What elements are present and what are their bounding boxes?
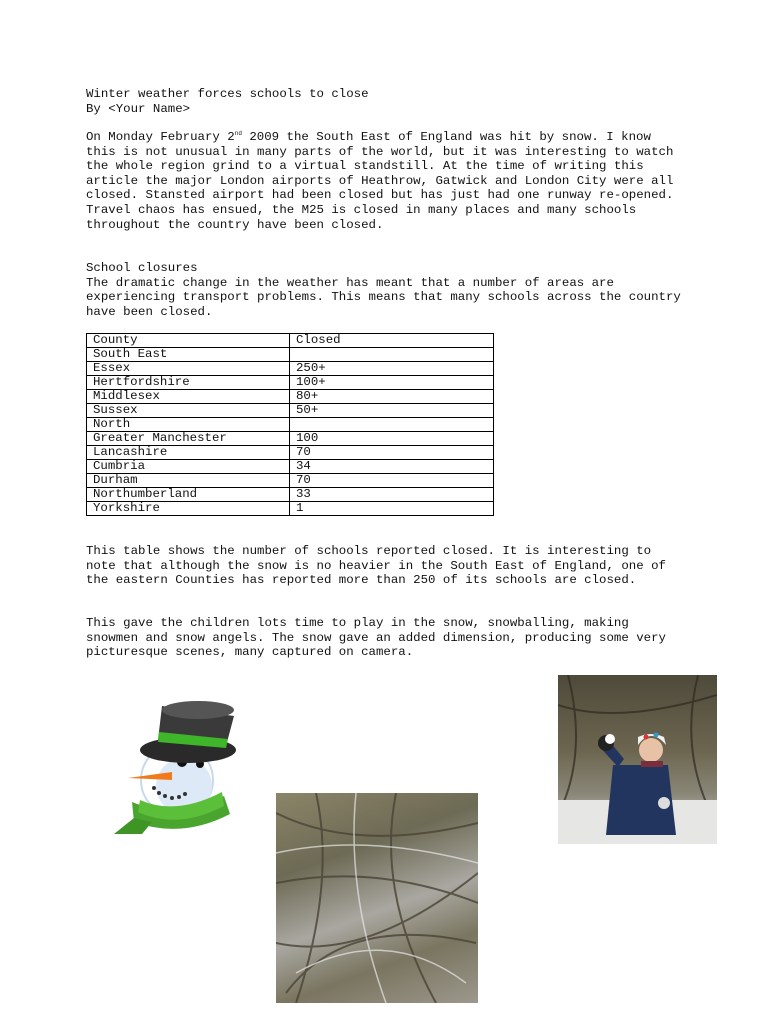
- table-row: [87, 348, 494, 362]
- closed-cell: 34: [290, 460, 494, 474]
- closed-cell: 80+: [290, 390, 494, 404]
- closed-cell: 100: [290, 432, 494, 446]
- table-note-text: This table shows the number of schools reported closed. It is interesting to note that although the snow is no heavier in the South East of England, one of the eastern Counties has reported more than 250 of its schools are closed.: [86, 544, 666, 588]
- intro-paragraph: [86, 130, 686, 232]
- county-cell: Cumbria: [87, 460, 290, 474]
- section-text: The dramatic change in the weather has meant that a number of areas are experiencing transport problems. This means that many schools across the country have been closed.: [86, 275, 681, 319]
- table-row: [87, 418, 494, 432]
- girl-snowball-image: [558, 675, 717, 844]
- county-cell: Lancashire: [87, 446, 290, 460]
- table-note-paragraph: [86, 544, 686, 588]
- closed-cell: [290, 418, 494, 432]
- county-cell: Hertfordshire: [87, 376, 290, 390]
- closed-cell: 70: [290, 474, 494, 488]
- article-byline: By <Your Name>: [86, 101, 191, 116]
- county-cell: Yorkshire: [87, 502, 290, 516]
- table-row: [87, 404, 494, 418]
- closing-text: This gave the children lots time to play in the snow, snowballing, making snowmen and snow angels. The snow gave an added dimension, producing some very picturesque scenes, many captured on camera.: [86, 616, 666, 660]
- county-cell: North: [87, 418, 290, 432]
- header-closed: Closed: [290, 334, 494, 348]
- table-row: [87, 432, 494, 446]
- snowman-image: [112, 694, 242, 839]
- county-cell: Greater Manchester: [87, 432, 290, 446]
- closed-cell: 1: [290, 502, 494, 516]
- table-row: [87, 460, 494, 474]
- school-closures-section: [86, 261, 686, 319]
- county-cell: Middlesex: [87, 390, 290, 404]
- closing-paragraph: [86, 616, 686, 660]
- closures-table: [86, 333, 494, 516]
- table-header-row: [87, 334, 494, 348]
- header-county: County: [87, 334, 290, 348]
- intro-text-rest: 2009 the South East of England was hit by snow. I know this is not unusual in many parts of the world, but it was interesting to watch the whole region grind to a virtual standstill. At the time of writing this article the major London airports of Heathrow, Gatwick and London City were all closed. Stansted airport had been closed but has just had one runway re-opened. Travel chaos has ensued, the M25 is closed in many places and many schools throughout the country have been closed.: [86, 130, 674, 232]
- closed-cell: 50+: [290, 404, 494, 418]
- intro-text-start: On Monday February 2: [86, 130, 235, 144]
- table-row: [87, 502, 494, 516]
- county-cell: Sussex: [87, 404, 290, 418]
- closed-cell: 100+: [290, 376, 494, 390]
- closed-cell: 33: [290, 488, 494, 502]
- table-row: [87, 390, 494, 404]
- article-title: Winter weather forces schools to close: [86, 87, 369, 101]
- table-row: [87, 474, 494, 488]
- county-cell: Northumberland: [87, 488, 290, 502]
- table-row: [87, 362, 494, 376]
- table-row: [87, 376, 494, 390]
- closed-cell: 70: [290, 446, 494, 460]
- county-cell: Essex: [87, 362, 290, 376]
- table-row: [87, 488, 494, 502]
- section-heading: School closures: [86, 261, 198, 275]
- article-header: [86, 87, 686, 116]
- table-row: [87, 446, 494, 460]
- county-cell: South East: [87, 348, 290, 362]
- closed-cell: 250+: [290, 362, 494, 376]
- snowy-branches-image: [276, 793, 478, 1003]
- intro-superscript: nd: [234, 129, 242, 137]
- closed-cell: [290, 348, 494, 362]
- county-cell: Durham: [87, 474, 290, 488]
